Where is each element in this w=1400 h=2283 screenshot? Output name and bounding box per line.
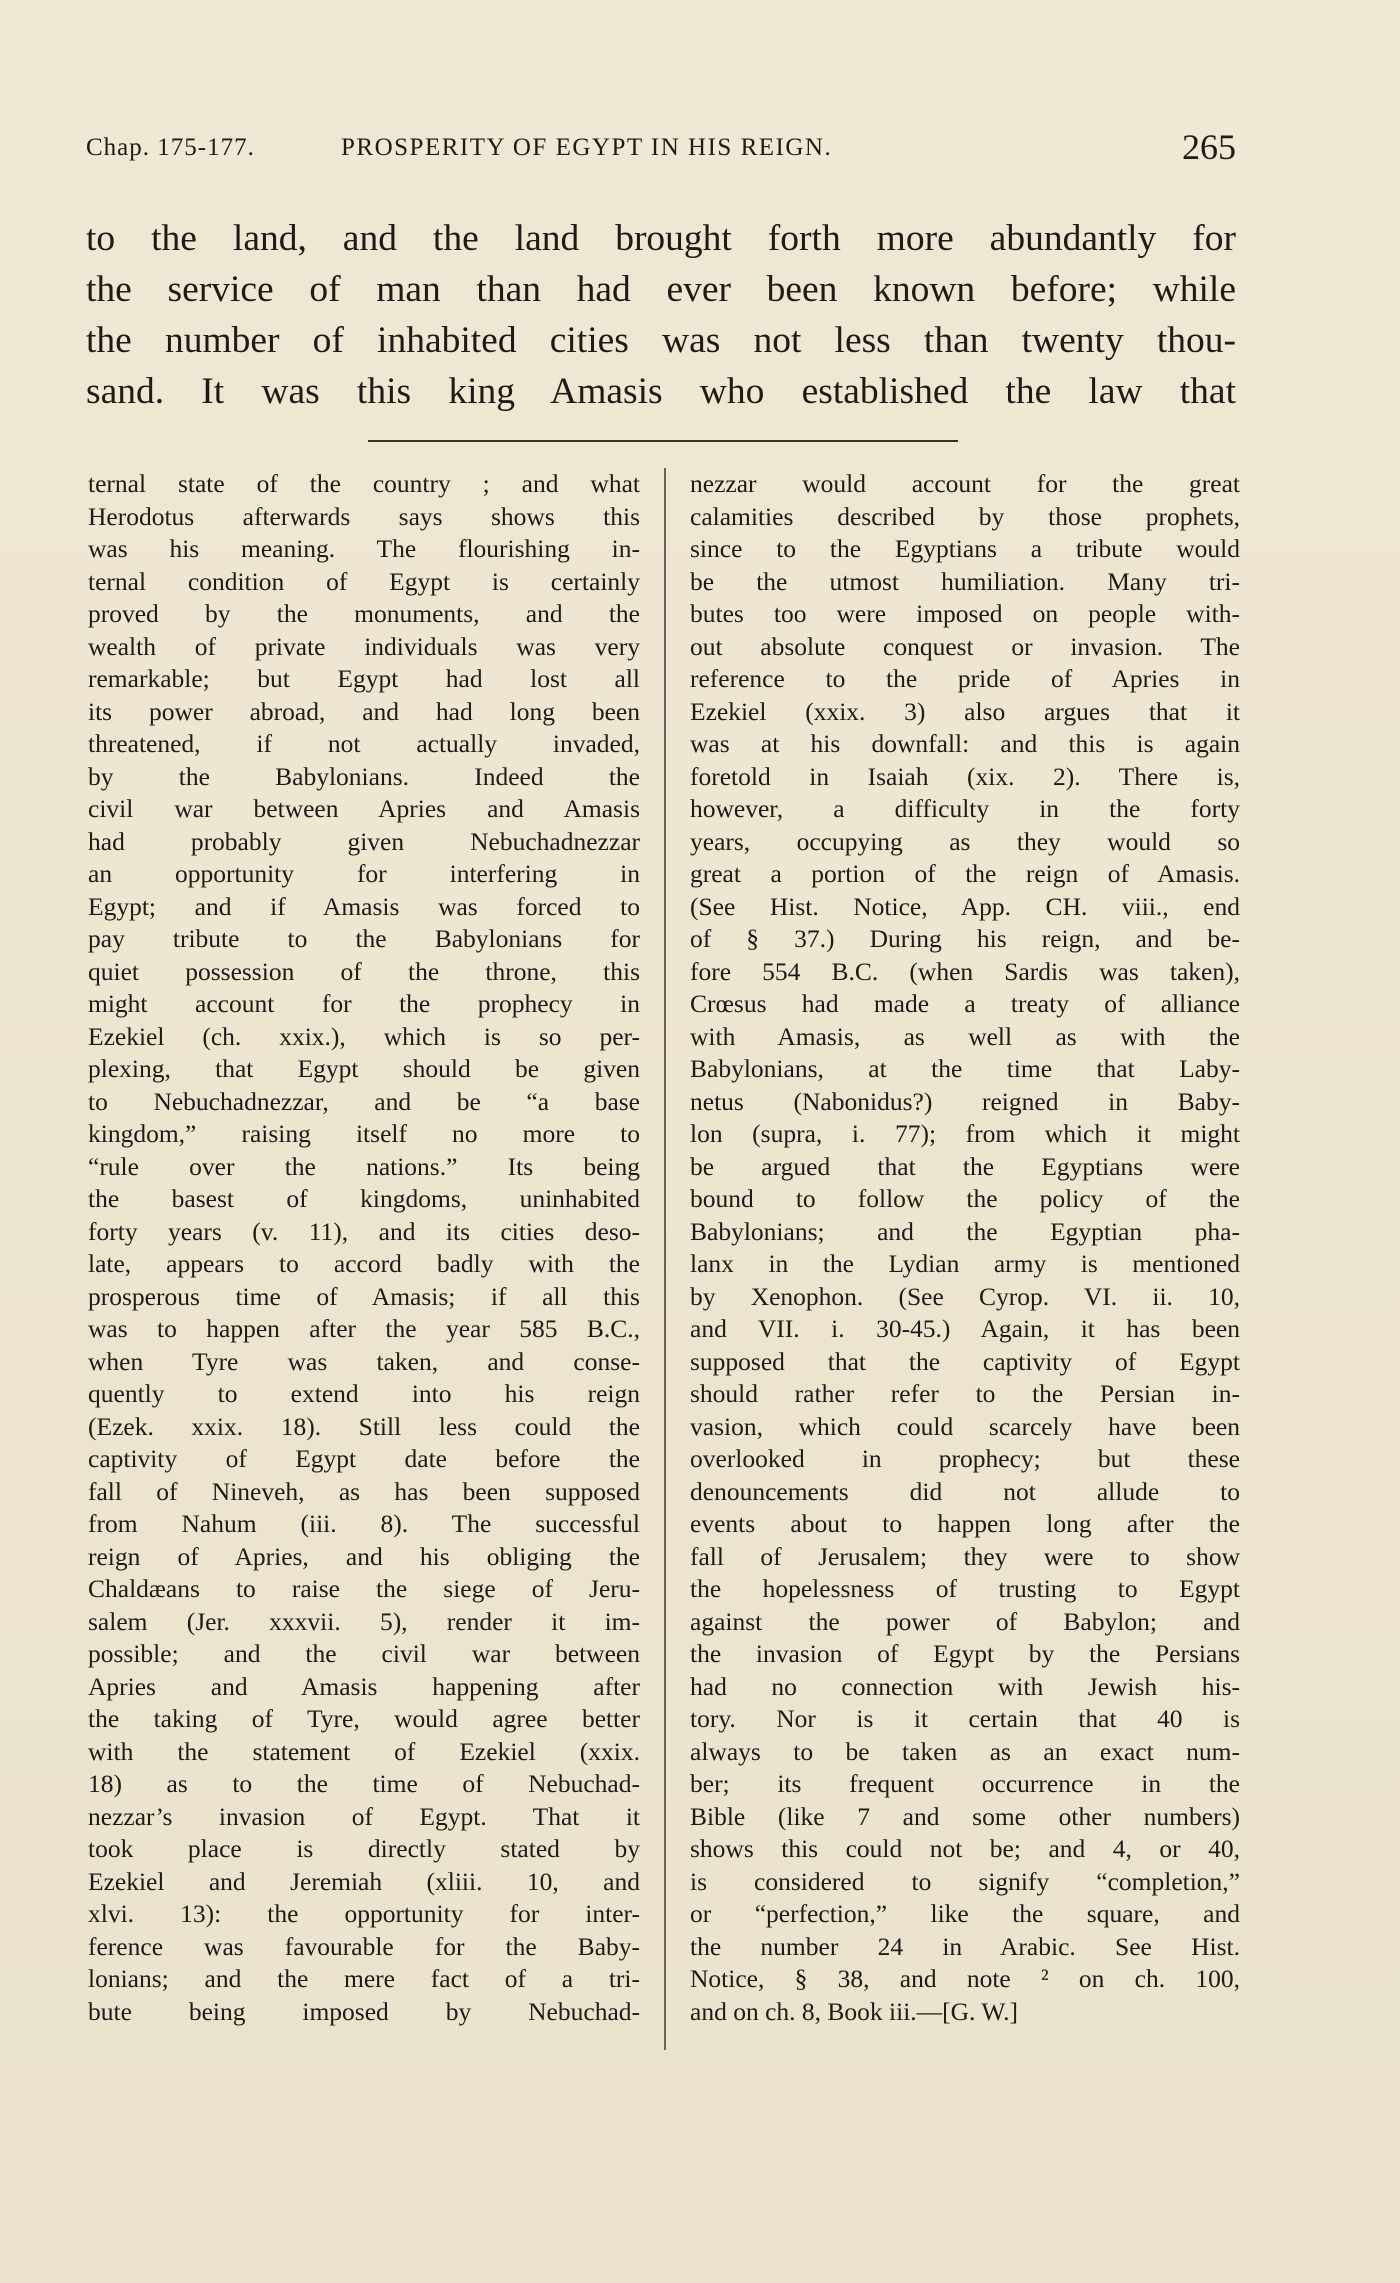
footnote-line: quently to extend into his reign — [88, 1379, 640, 1408]
footnote-line: fore 554 B.C. (when Sardis was taken), — [690, 956, 1240, 986]
footnote-line: be the utmost humiliation. Many tri- — [690, 566, 1240, 596]
footnote-line: years, occupying as they would so — [690, 826, 1240, 856]
footnote-line: nezzar would account for the great — [690, 469, 1240, 498]
footnote-line: when Tyre was taken, and conse- — [88, 1346, 640, 1376]
page-title: PROSPERITY OF EGYPT IN HIS REIGN. — [341, 134, 833, 161]
footnote-column-left — [88, 468, 640, 2028]
footnote-line: an opportunity for interfering in — [88, 859, 640, 888]
column-divider — [664, 468, 666, 2050]
footnote-line: its power abroad, and had long been — [88, 696, 640, 726]
footnote-line: (Ezek. xxix. 18). Still less could the — [88, 1411, 640, 1441]
footnote-line: had probably given Nebuchadnezzar — [88, 826, 640, 856]
footnote-line: since to the Egyptians a tribute would — [690, 534, 1240, 563]
footnote-line: with the statement of Ezekiel (xxix. — [88, 1736, 640, 1766]
footnote-line: events about to happen long after the — [690, 1509, 1240, 1538]
footnote-line: prosperous time of Amasis; if all this — [88, 1281, 640, 1311]
main-text-line: to the land, and the land brought forth more abundantly for — [86, 218, 1236, 259]
footnote-rule — [368, 440, 958, 442]
footnote-line: foretold in Isaiah (xix. 2). There is, — [690, 761, 1240, 791]
footnote-line: Ezekiel (ch. xxix.), which is so per- — [88, 1021, 640, 1051]
footnote-line: bute being imposed by Nebuchad- — [88, 1996, 640, 2026]
footnote-line: salem (Jer. xxxvii. 5), render it im- — [88, 1606, 640, 1636]
footnote-line: and VII. i. 30-45.) Again, it has been — [690, 1314, 1240, 1343]
footnote-line: Apries and Amasis happening after — [88, 1671, 640, 1701]
footnote-line: Chaldæans to raise the siege of Jeru- — [88, 1574, 640, 1603]
footnote-line: great a portion of the reign of Amasis. — [690, 859, 1240, 888]
footnote-line: lonians; and the mere fact of a tri- — [88, 1964, 640, 1993]
footnote-line: nezzar’s invasion of Egypt. That it — [88, 1801, 640, 1831]
footnote-line: Bible (like 7 and some other numbers) — [690, 1801, 1240, 1831]
footnote-line: xlvi. 13): the opportunity for inter- — [88, 1899, 640, 1928]
footnote-line: ber; its frequent occurrence in the — [690, 1769, 1240, 1798]
footnote-line: captivity of Egypt date before the — [88, 1444, 640, 1473]
footnote-line: lon (supra, i. 77); from which it might — [690, 1119, 1240, 1148]
footnote-line: from Nahum (iii. 8). The successful — [88, 1509, 640, 1538]
footnote-line: was his meaning. The flourishing in- — [88, 534, 640, 563]
footnote-line: by the Babylonians. Indeed the — [88, 761, 640, 791]
footnote-line: the hopelessness of trusting to Egypt — [690, 1574, 1240, 1603]
footnote-line: Babylonians; and the Egyptian pha- — [690, 1216, 1240, 1246]
footnote-line: plexing, that Egypt should be given — [88, 1054, 640, 1083]
footnote-line: is considered to signify “completion,” — [690, 1866, 1240, 1896]
footnote-line: had no connection with Jewish his- — [690, 1671, 1240, 1701]
footnote-line: butes too were imposed on people with- — [690, 599, 1240, 628]
footnote-line: the taking of Tyre, would agree better — [88, 1704, 640, 1733]
main-text — [86, 213, 1236, 417]
footnote-line: Notice, § 38, and note ² on ch. 100, — [690, 1964, 1240, 1993]
footnote-line: ference was favourable for the Baby- — [88, 1931, 640, 1961]
footnote-line: by Xenophon. (See Cyrop. VI. ii. 10, — [690, 1281, 1240, 1311]
footnote-line: denouncements did not allude to — [690, 1476, 1240, 1506]
footnote-line: should rather refer to the Persian in- — [690, 1379, 1240, 1408]
footnote-line: wealth of private individuals was very — [88, 631, 640, 661]
footnote-line: bound to follow the policy of the — [690, 1184, 1240, 1213]
main-text-line: sand. It was this king Amasis who established the law that — [86, 371, 1236, 412]
footnote-line: threatened, if not actually invaded, — [88, 729, 640, 758]
footnote-line: ternal state of the country ; and what — [88, 469, 640, 498]
footnote-line: tory. Nor is it certain that 40 is — [690, 1704, 1240, 1733]
footnote-line: overlooked in prophecy; but these — [690, 1444, 1240, 1473]
footnote-line: Egypt; and if Amasis was forced to — [88, 891, 640, 921]
footnote-line: supposed that the captivity of Egypt — [690, 1346, 1240, 1376]
footnote-line: might account for the prophecy in — [88, 989, 640, 1018]
footnote-line: 18) as to the time of Nebuchad- — [88, 1769, 640, 1798]
footnote-line: lanx in the Lydian army is mentioned — [690, 1249, 1240, 1278]
footnote-line: always to be taken as an exact num- — [690, 1736, 1240, 1766]
footnote-line: against the power of Babylon; and — [690, 1606, 1240, 1636]
footnote-line: possible; and the civil war between — [88, 1639, 640, 1668]
footnote-line: Crœsus had made a treaty of alliance — [690, 989, 1240, 1018]
running-head — [86, 128, 1236, 168]
footnote-line: netus (Nabonidus?) reigned in Baby- — [690, 1086, 1240, 1116]
footnote-line: the basest of kingdoms, uninhabited — [88, 1184, 640, 1213]
footnote-line: Ezekiel and Jeremiah (xliii. 10, and — [88, 1866, 640, 1896]
footnote-line: shows this could not be; and 4, or 40, — [690, 1834, 1240, 1863]
footnote-line: took place is directly stated by — [88, 1834, 640, 1863]
footnote-line: however, a difficulty in the forty — [690, 794, 1240, 823]
footnote-line: “rule over the nations.” Its being — [88, 1151, 640, 1181]
footnote-line: ternal condition of Egypt is certainly — [88, 566, 640, 596]
footnote-line: vasion, which could scarcely have been — [690, 1411, 1240, 1441]
footnote-line: fall of Nineveh, as has been supposed — [88, 1476, 640, 1506]
footnote-line: calamities described by those prophets, — [690, 501, 1240, 531]
footnote-line: with Amasis, as well as with the — [690, 1021, 1240, 1051]
footnote-line: forty years (v. 11), and its cities deso- — [88, 1216, 640, 1246]
main-text-line: the service of man than had ever been known before; while — [86, 269, 1236, 310]
footnote-line: late, appears to accord badly with the — [88, 1249, 640, 1278]
footnote-line: Babylonians, at the time that Laby- — [690, 1054, 1240, 1083]
footnote-line: Herodotus afterwards says shows this — [88, 501, 640, 531]
footnote-line: (See Hist. Notice, App. CH. viii., end — [690, 891, 1240, 921]
footnote-line: proved by the monuments, and the — [88, 599, 640, 628]
footnote-line: be argued that the Egyptians were — [690, 1151, 1240, 1181]
footnote-line: was to happen after the year 585 B.C., — [88, 1314, 640, 1343]
footnote-line: civil war between Apries and Amasis — [88, 794, 640, 823]
main-text-line: the number of inhabited cities was not less than twenty thou- — [86, 320, 1236, 361]
footnote-line: reference to the pride of Apries in — [690, 664, 1240, 693]
footnote-line: kingdom,” raising itself no more to — [88, 1119, 640, 1148]
footnote-line: quiet possession of the throne, this — [88, 956, 640, 986]
footnote-line: reign of Apries, and his obliging the — [88, 1541, 640, 1571]
footnote-line: Ezekiel (xxix. 3) also argues that it — [690, 696, 1240, 726]
footnote-line: was at his downfall: and this is again — [690, 729, 1240, 758]
footnote-line: or “perfection,” like the square, and — [690, 1899, 1240, 1928]
page-number: 265 — [1182, 127, 1236, 167]
footnote-column-right — [690, 468, 1240, 2028]
footnote-line: of § 37.) During his reign, and be- — [690, 924, 1240, 953]
footnote-line: out absolute conquest or invasion. The — [690, 631, 1240, 661]
footnote-line: the number 24 in Arabic. See Hist. — [690, 1931, 1240, 1961]
footnote-line: fall of Jerusalem; they were to show — [690, 1541, 1240, 1571]
footnote-line: remarkable; but Egypt had lost all — [88, 664, 640, 693]
footnote-line: the invasion of Egypt by the Persians — [690, 1639, 1240, 1668]
footnote-line: and on ch. 8, Book iii.—[G. W.] — [690, 1996, 1018, 2026]
footnote-line: pay tribute to the Babylonians for — [88, 924, 640, 953]
footnote-line: to Nebuchadnezzar, and be “a base — [88, 1086, 640, 1116]
chapter-reference: Chap. 175-177. — [86, 134, 255, 161]
